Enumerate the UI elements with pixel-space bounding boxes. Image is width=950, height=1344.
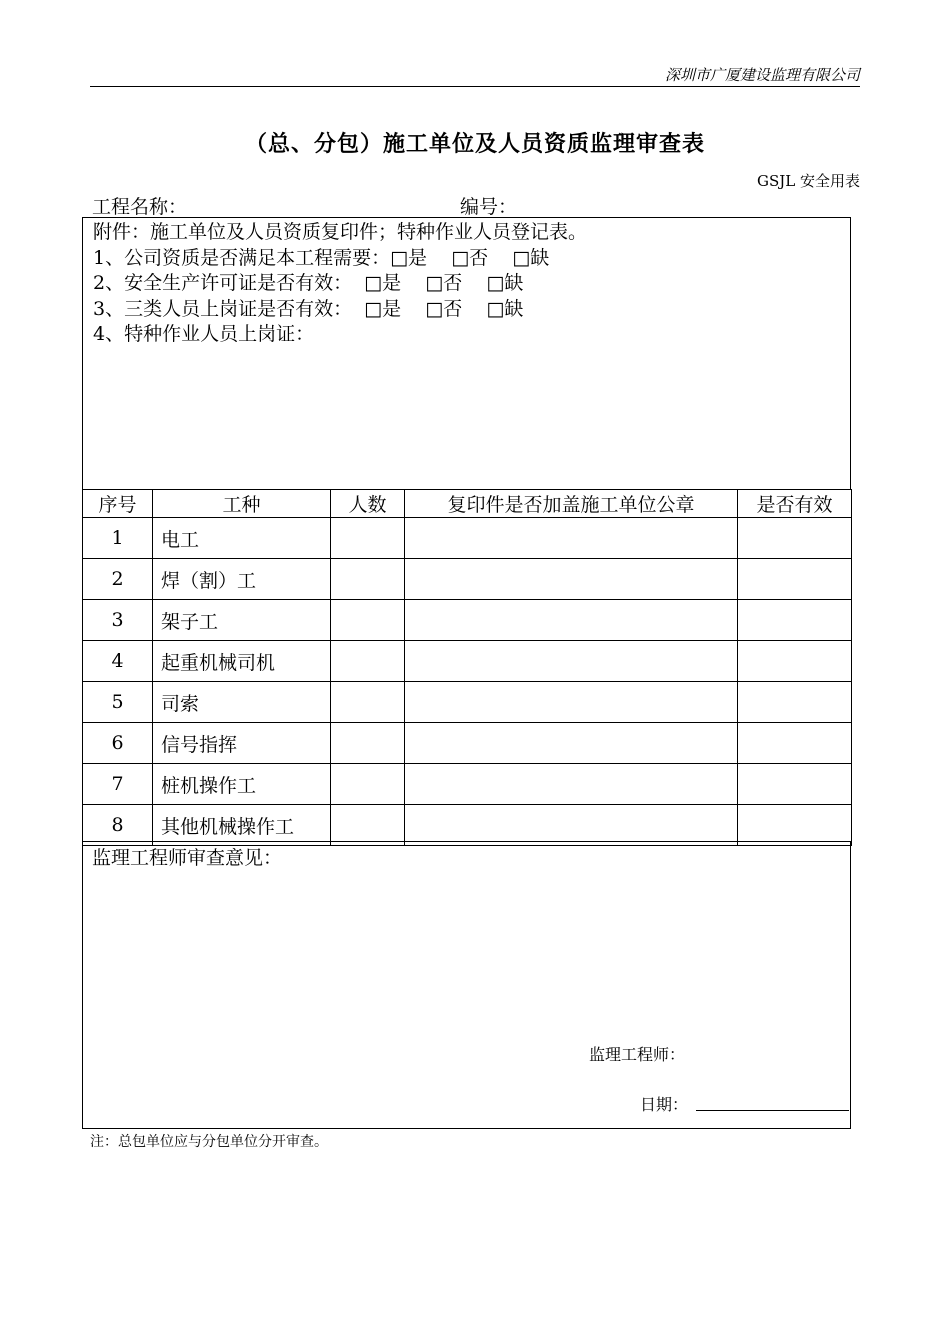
- count-cell[interactable]: [331, 641, 405, 682]
- table-row: [83, 600, 852, 641]
- date-label: 日期：: [640, 1095, 689, 1114]
- count-cell[interactable]: [331, 723, 405, 764]
- stamp-cell[interactable]: [405, 764, 738, 805]
- stamp-cell[interactable]: [405, 723, 738, 764]
- count-cell[interactable]: [331, 518, 405, 559]
- page-title: （总、分包）施工单位及人员资质监理审查表: [244, 132, 705, 157]
- review-opinion-box[interactable]: [82, 841, 851, 1129]
- table-row: [83, 723, 852, 764]
- table-row: [83, 682, 852, 723]
- check-safety-license: 2、安全生产许可证是否有效： □是 □否 □缺: [93, 272, 524, 294]
- header-kind: 工种: [153, 490, 331, 518]
- footnote: 注：总包单位应与分包单位分开审查。: [90, 1134, 328, 1150]
- count-cell[interactable]: [331, 682, 405, 723]
- table-row: [83, 764, 852, 805]
- company-name: 深圳市广厦建设监理有限公司: [664, 66, 860, 84]
- valid-cell[interactable]: [738, 559, 852, 600]
- header-seq: 序号: [83, 490, 153, 518]
- review-opinion-label: 监理工程师审查意见：: [92, 847, 283, 869]
- row-kind: 焊（割）工: [153, 559, 331, 600]
- stamp-cell[interactable]: [405, 805, 738, 846]
- number-label: 编号：: [460, 196, 518, 218]
- valid-cell[interactable]: [738, 641, 852, 682]
- date-field[interactable]: [696, 1110, 849, 1111]
- row-seq: 5: [83, 682, 153, 723]
- count-cell[interactable]: [331, 600, 405, 641]
- check-company-qualification: 1、公司资质是否满足本工程需要：□是 □否 □缺: [93, 246, 550, 269]
- attachment-line: 附件：施工单位及人员资质复印件；特种作业人员登记表。: [93, 221, 588, 243]
- check-three-personnel-certificate: 3、三类人员上岗证是否有效： □是 □否 □缺: [93, 297, 524, 320]
- valid-cell[interactable]: [738, 723, 852, 764]
- row-kind: 司索: [153, 682, 331, 723]
- table-row: [83, 805, 852, 846]
- stamp-cell[interactable]: [405, 518, 738, 559]
- qualification-check-box: [82, 217, 851, 490]
- form-code: GSJL 安全用表: [756, 172, 860, 190]
- count-cell[interactable]: [331, 764, 405, 805]
- row-kind: 电工: [153, 518, 331, 559]
- row-kind: 其他机械操作工: [153, 805, 331, 846]
- valid-cell[interactable]: [738, 600, 852, 641]
- row-seq: 2: [83, 559, 153, 600]
- header-valid: 是否有效: [738, 490, 852, 518]
- stamp-cell[interactable]: [405, 559, 738, 600]
- count-cell[interactable]: [331, 805, 405, 846]
- header-count: 人数: [331, 490, 405, 518]
- engineer-signature-label: 监理工程师：: [589, 1045, 686, 1064]
- valid-cell[interactable]: [738, 805, 852, 846]
- valid-cell[interactable]: [738, 682, 852, 723]
- count-cell[interactable]: [331, 559, 405, 600]
- project-name-label: 工程名称：: [92, 196, 188, 218]
- table-row: [83, 559, 852, 600]
- row-kind: 起重机械司机: [153, 641, 331, 682]
- valid-cell[interactable]: [738, 518, 852, 559]
- row-seq: 8: [83, 805, 153, 846]
- row-seq: 4: [83, 641, 153, 682]
- table-header-row: [83, 490, 852, 518]
- row-seq: 3: [83, 600, 153, 641]
- row-kind: 信号指挥: [153, 723, 331, 764]
- row-kind: 桩机操作工: [153, 764, 331, 805]
- table-row: [83, 518, 852, 559]
- stamp-cell[interactable]: [405, 682, 738, 723]
- header-rule: [90, 86, 860, 87]
- valid-cell[interactable]: [738, 764, 852, 805]
- stamp-cell[interactable]: [405, 600, 738, 641]
- special-operator-certificate-label: 4、特种作业人员上岗证：: [93, 323, 315, 345]
- header-stamp: 复印件是否加盖施工单位公章: [405, 490, 738, 518]
- row-seq: 1: [83, 518, 153, 559]
- table-row: [83, 641, 852, 682]
- row-kind: 架子工: [153, 600, 331, 641]
- stamp-cell[interactable]: [405, 641, 738, 682]
- row-seq: 7: [83, 764, 153, 805]
- row-seq: 6: [83, 723, 153, 764]
- personnel-table: [82, 489, 852, 846]
